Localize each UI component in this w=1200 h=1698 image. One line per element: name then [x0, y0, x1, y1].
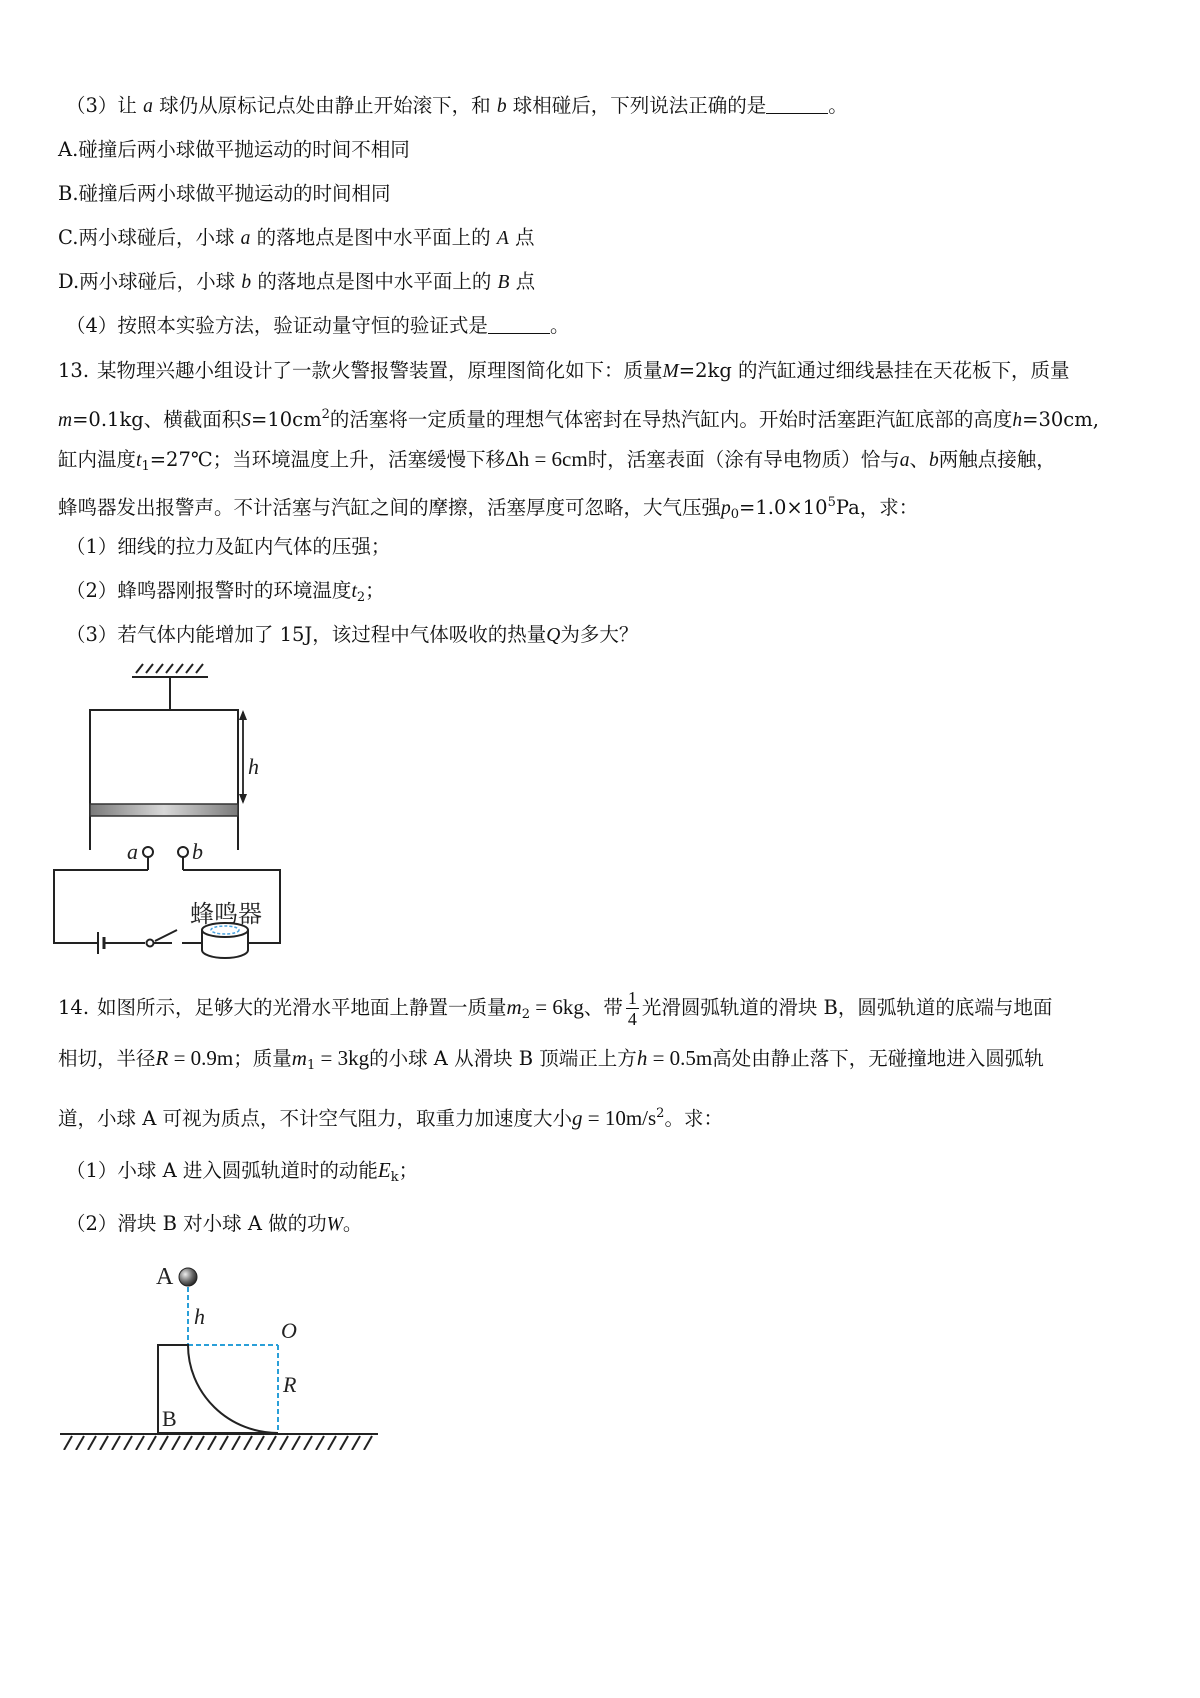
- option-c: C.两小球碰后，小球 a 的落地点是图中水平面上的 A 点: [58, 226, 535, 249]
- answer-blank[interactable]: [488, 313, 550, 334]
- q13-sub1: （1）细线的拉力及缸内气体的压强；: [66, 535, 391, 558]
- battery-icon: [98, 932, 104, 954]
- ground: [60, 1434, 378, 1450]
- q14-line2: 相切，半径R = 0.9m；质量$m_1 = 3kg$的小球 A 从滑块 B 顶端正上方h = 0.5m高处由静止落下，无碰撞地进入圆弧轨: [58, 1046, 1044, 1073]
- h-dimension: [239, 710, 247, 804]
- q13-line4: 蜂鸣器发出报警声。不计活塞与汽缸之间的摩擦，活塞厚度可忽略，大气压强$p_0=1.0\times 10^5Pa$，求：: [58, 495, 919, 522]
- q13-sub3: （3）若气体内能增加了 15J，该过程中气体吸收的热量Q为多大？: [66, 623, 639, 646]
- switch-icon: [147, 940, 154, 947]
- ball-a: [179, 1268, 197, 1286]
- q14-line3: 道，小球 A 可视为质点，不计空气阻力，取重力加速度大小$g = 10m/s^2$。求：: [58, 1106, 723, 1130]
- q14-sub2: （2）滑块 B 对小球 A 做的功W。: [66, 1212, 363, 1235]
- h-label: h: [194, 1304, 205, 1329]
- q13-line1: 13. 某物理兴趣小组设计了一款火警报警装置，原理图简化如下：质量M=2kg 的汽缸通过细线悬挂在天花板下，质量: [58, 359, 1070, 382]
- contact-b: [178, 847, 188, 870]
- option-b: B.碰撞后两小球做平抛运动的时间相同: [58, 182, 391, 205]
- center-o-label: O: [281, 1318, 297, 1343]
- radius-r-label: R: [283, 1372, 297, 1397]
- answer-blank[interactable]: [766, 93, 828, 114]
- q14-sub1: （1）小球 A 进入圆弧轨道时的动能$E_k$；: [66, 1158, 419, 1185]
- slider-arc-figure: [50, 1250, 410, 1450]
- ball-a-label: A: [156, 1264, 174, 1290]
- q13-line3: 缸内温度$t_1=27℃$；当环境温度上升，活塞缓慢下移Δh = 6cm时，活塞表面（涂有导电物质）恰与a、b两触点接触，: [58, 447, 1056, 474]
- q12-sub3: （3）让 a 球仍从原标记点处由静止开始滚下，和 b 球相碰后，下列说法正确的是 。: [66, 94, 848, 117]
- q13-sub2: （2）蜂鸣器刚报警时的环境温度$t_2$；: [66, 579, 385, 605]
- cylinder-alarm-figure: [40, 660, 340, 960]
- piston: [90, 804, 238, 816]
- h-label: h: [248, 754, 259, 779]
- contact-a: [143, 847, 153, 870]
- contact-b-label: b: [192, 839, 203, 864]
- quarter-fraction: $\frac{1}{4}$: [627, 988, 637, 1029]
- q13-line2: m=0.1kg、横截面积$S=10cm^2$的活塞将一定质量的理想气体密封在导热汽缸内。开始时活塞距汽缸底部的高度h=30cm,: [58, 407, 1099, 431]
- ceiling: [132, 664, 208, 677]
- q14-line1: 14. 如图所示，足够大的光滑水平地面上静置一质量$m_2 = 6kg$、带 $\frac{1}{4}$ 光滑圆弧轨道的滑块 B，圆弧轨道的底端与地面: [58, 988, 1053, 1029]
- q12-sub4: （4）按照本实验方法，验证动量守恒的验证式是 。: [66, 314, 570, 337]
- contact-a-label: a: [127, 839, 138, 864]
- buzzer-icon: [202, 923, 248, 958]
- option-d: D.两小球碰后，小球 b 的落地点是图中水平面上的 B 点: [58, 270, 536, 293]
- buzzer-label: 蜂鸣器: [190, 900, 262, 928]
- option-a: A.碰撞后两小球做平抛运动的时间不相同: [58, 138, 410, 161]
- slider-b-label: B: [162, 1406, 177, 1431]
- cylinder: [90, 710, 238, 850]
